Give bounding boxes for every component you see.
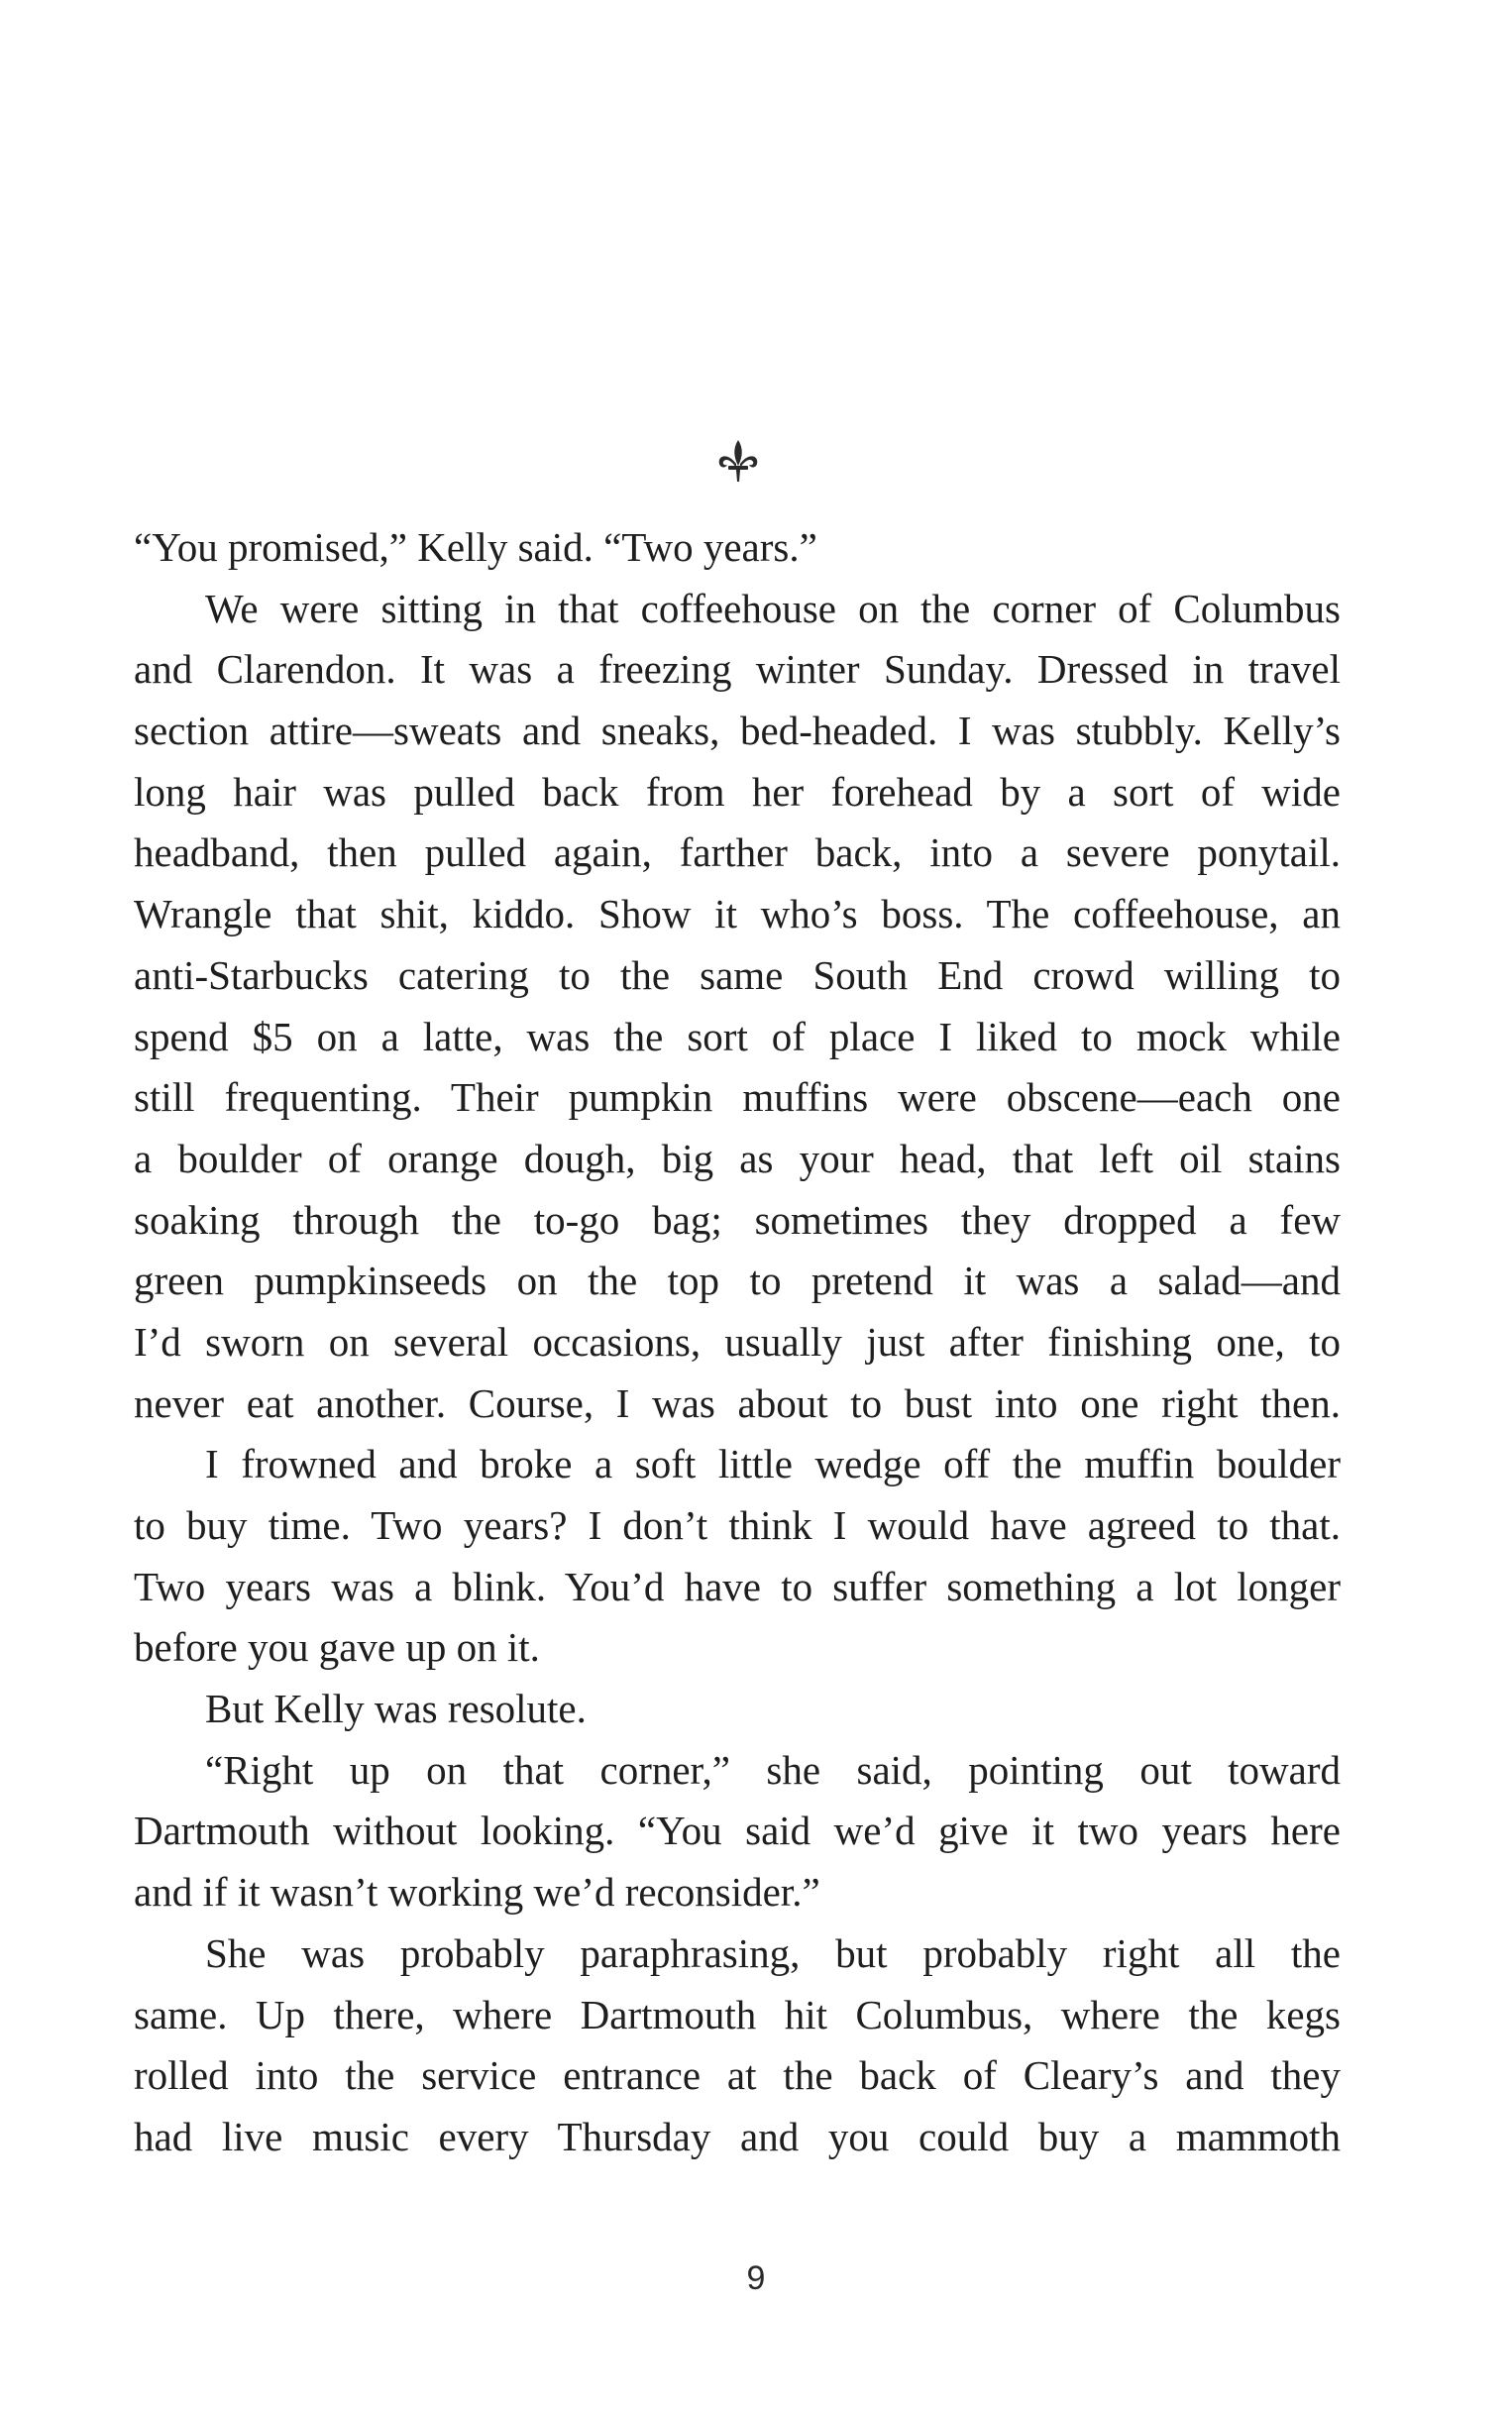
text-line: “You promised,” Kelly said. “Two years.” [134,524,817,570]
text-line: to buy time. Two years? I don’t think I would have agreed to that. [134,1502,1341,1548]
text-line: But Kelly was resolute. [205,1686,587,1732]
text-line: “Right up on that corner,” she said, pointing out toward [205,1746,1341,1793]
text-line: green pumpkinseeds on the top to pretend it was a salad—and [134,1258,1341,1304]
text-line: section attire—sweats and sneaks, bed-headed. I was stubbly. Kelly’s [134,708,1341,754]
text-line: Wrangle that shit, kiddo. Show it who’s boss. The coffeehouse, an [134,891,1341,937]
fleur-de-lis-icon [713,436,763,486]
text-line: still frequenting. Their pumpkin muffins were obscene—each one [134,1074,1341,1121]
text-line: headband, then pulled again, farther back, into a severe ponytail. [134,829,1341,876]
text-line: had live music every Thursday and you could buy a mammoth [134,2113,1341,2159]
text-line: rolled into the service entrance at the back of Cleary’s and they [134,2052,1341,2099]
text-line: long hair was pulled back from her forehead by a sort of wide [134,768,1341,815]
text-line: anti-Starbucks catering to the same South End crowd willing to [134,951,1341,998]
text-line: I frowned and broke a soft little wedge off the muffin boulder [205,1441,1341,1487]
page-number: 9 [746,2259,766,2297]
text-line: soaking through the to-go bag; sometimes they dropped a few [134,1196,1341,1243]
text-line: a boulder of orange dough, big as your head, that left oil stains [134,1135,1341,1181]
text-line: and Clarendon. It was a freezing winter Sunday. Dressed in travel [134,646,1341,693]
text-line: Two years was a blink. You’d have to suffer something a lot longer [134,1563,1341,1609]
text-line: and if it wasn’t working we’d reconsider.” [134,1869,820,1916]
text-line: She was probably paraphrasing, but probably right all the [205,1929,1341,1976]
text-line: We were sitting in that coffeehouse on the corner of Columbus [205,585,1341,631]
text-line: never eat another. Course, I was about to bust into one right then. [134,1379,1341,1426]
text-line: before you gave up on it. [134,1624,540,1671]
text-line: Dartmouth without looking. “You said we’d give it two years here [134,1808,1341,1854]
text-line: spend $5 on a latte, was the sort of place I liked to mock while [134,1013,1341,1059]
text-line: I’d sworn on several occasions, usually just after finishing one, to [134,1318,1341,1365]
text-line: same. Up there, where Dartmouth hit Columbus, where the kegs [134,1991,1341,2037]
body-text [134,517,1341,2168]
